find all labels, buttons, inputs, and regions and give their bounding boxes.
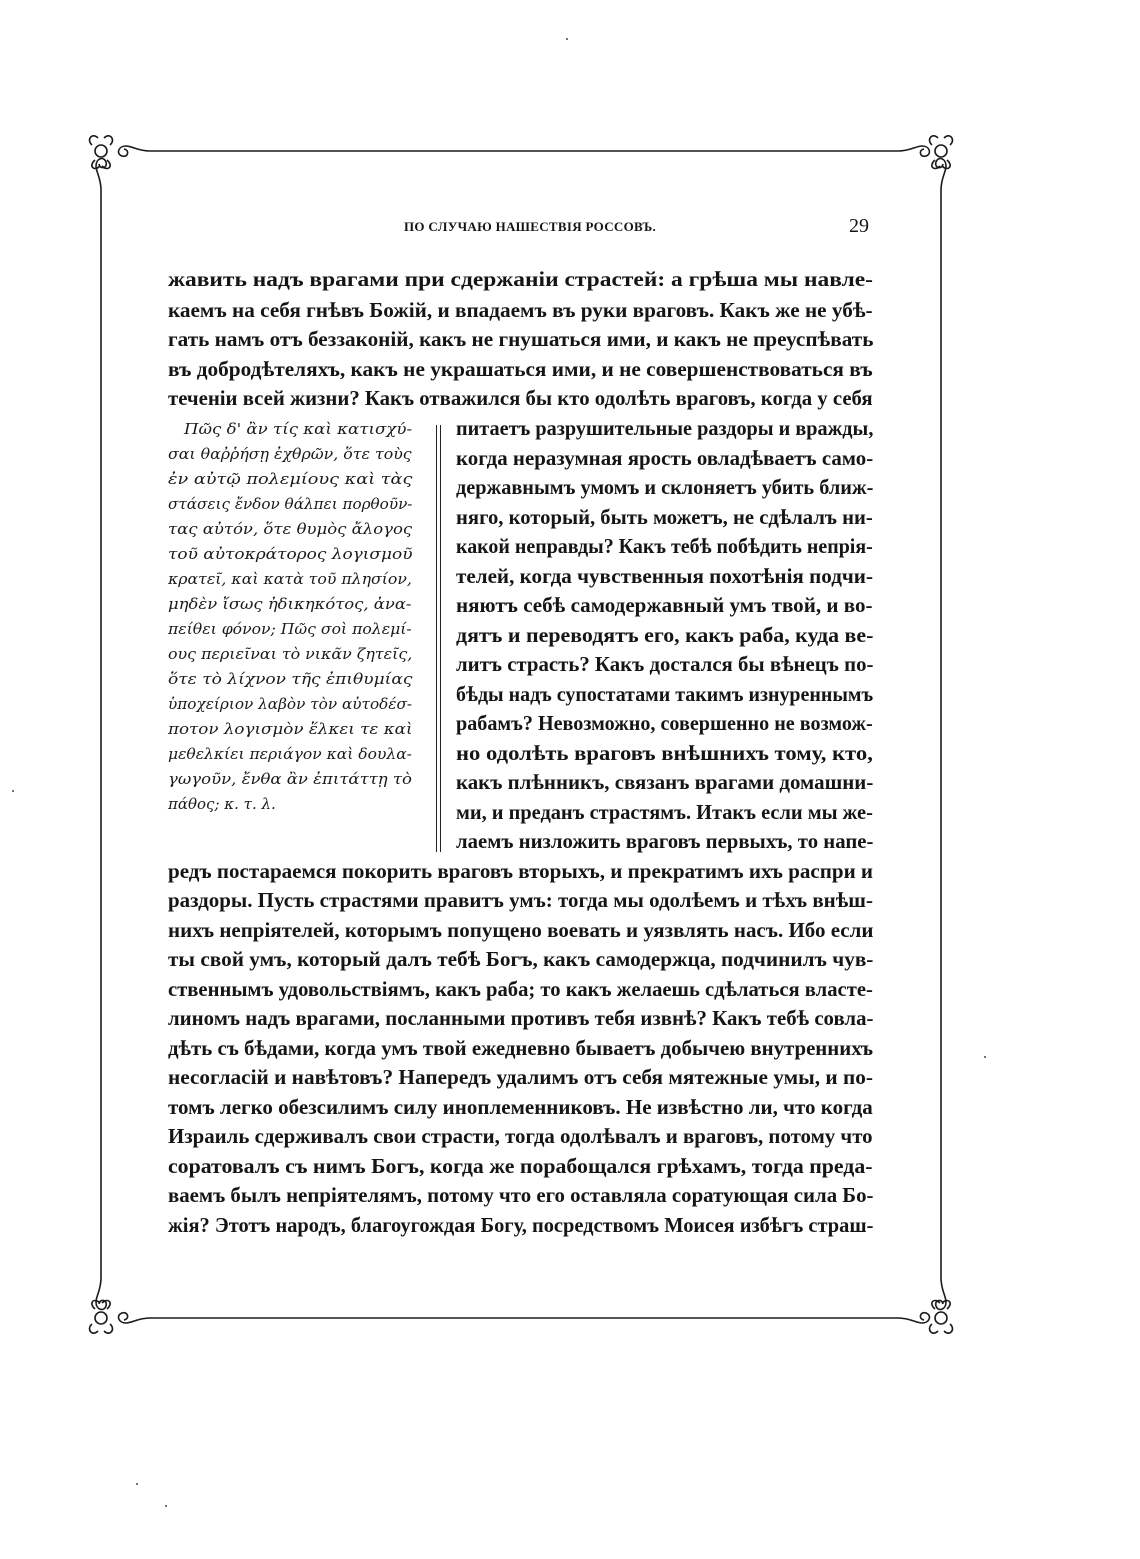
greek-text-line: πείθει φόνον; Πῶς σοὶ πολεμί- [168, 620, 412, 638]
greek-text-line: πάθος; κ. τ. λ. [168, 795, 276, 813]
scan-speck [12, 790, 14, 792]
text-line: ваемъ былъ непріятелямъ, потому что его оставляла соратующая сила Бо- [168, 1183, 874, 1207]
text-line: питаетъ разрушительные раздоры и вражды, [456, 416, 874, 440]
greek-text-line: τας αὐτόν, ὅτε θυμὸς ἄλογος [168, 520, 413, 538]
text-line: рабамъ? Невозможно, совершенно не возмож- [456, 711, 873, 735]
corner-flourish-top-left [90, 136, 150, 190]
text-line: каемъ на себя гнѣвъ Божій, и впадаемъ въ руки враговъ. Какъ же не убѣ- [168, 298, 873, 322]
greek-text-line: ποτον λογισμὸν ἕλκει τε καὶ [168, 720, 413, 738]
text-line: ми, и преданъ страстямъ. Итакъ если мы же- [456, 800, 873, 824]
text-line: раздоры. Пусть страстями правитъ умъ: тогда мы одолѣемъ и тѣхъ внѣш- [168, 888, 873, 912]
text-line: томъ легко обезсилимъ силу иноплеменниковъ. Не извѣстно ли, что когда [168, 1095, 873, 1119]
text-line: ственнымъ удовольствіямъ, какъ раба; то какъ желаешь сдѣлаться власте- [168, 977, 873, 1001]
corner-flourish-bottom-left [90, 1278, 150, 1333]
text-line: гать намъ отъ беззаконій, какъ не гнушаться ими, и какъ не преуспѣвать [168, 327, 874, 351]
scan-speck [136, 1483, 138, 1485]
text-line: но одолѣть враговъ внѣшнихъ тому, кто, [456, 741, 873, 765]
greek-text-line: τοῦ αὐτοκράτορος λογισμοῦ [168, 545, 413, 563]
greek-text-line: γωγοῦν, ἔνθα ἂν ἐπιτάττῃ τὸ [168, 770, 412, 788]
text-line: няго, который, быть можетъ, не сдѣлалъ ни- [456, 505, 873, 529]
scan-speck [566, 38, 568, 40]
text-line: телей, когда чувственныя похотѣнія подчи- [456, 564, 873, 588]
greek-text-line: ὑποχείριον λαβὸν τὸν αὐτοδέσ- [168, 695, 413, 713]
greek-text-line: σαι θαῤῥήσῃ ἐχθρῶν, ὅτε τοὺς [168, 445, 412, 463]
text-line: дятъ и переводятъ его, какъ раба, куда ве- [456, 623, 874, 647]
text-line: когда неразумная ярость овладѣваетъ само- [456, 446, 874, 470]
greek-text-line: ἐν αὐτῷ πολεμίους καὶ τὰς [168, 470, 413, 488]
scan-speck [984, 1056, 986, 1058]
text-line: Израиль сдерживалъ свои страсти, тогда одолѣвалъ и враговъ, потому что [168, 1124, 873, 1148]
text-line: линомъ надъ врагами, посланными противъ тебя извнѣ? Какъ тебѣ совла- [168, 1006, 874, 1030]
running-header-title: ПО СЛУЧАЮ НАШЕСТВІЯ РОССОВЪ. [404, 219, 657, 234]
text-line: державнымъ умомъ и склоняетъ убить ближ- [456, 475, 874, 499]
text-line: нихъ непріятелей, которымъ попущено воевать и уязвлять насъ. Ибо если [168, 918, 874, 942]
scan-speck [165, 1505, 167, 1507]
text-line: какой неправды? Какъ тебѣ побѣдить непрія- [456, 534, 873, 558]
text-line: въ добродѣтеляхъ, какъ не украшаться ими, и не совершенствоваться въ [168, 357, 873, 381]
corner-flourish-top-right [898, 136, 952, 190]
text-line: редъ постараемся покорить враговъ вторыхъ, и прекратимъ ихъ распри и [168, 859, 874, 883]
text-line: ты свой умъ, который далъ тебѣ Богъ, какъ самодержца, подчинилъ чув- [168, 947, 874, 971]
text-line: лаемъ низложить враговъ первыхъ, то напе- [456, 829, 874, 853]
text-line: соратовалъ съ нимъ Богъ, когда же порабощался грѣхамъ, тогда преда- [168, 1154, 873, 1178]
greek-text-line: ὅτε τὸ λίχνον τῆς ἐπιθυμίας [168, 670, 413, 688]
greek-text-line: ους περιεῖναι τὸ νικᾶν ζητεῖς, [168, 645, 413, 663]
greek-text-line: στάσεις ἔνδον θάλπει πορθοῦν- [168, 495, 413, 513]
greek-text-line: κρατεῖ, καὶ κατὰ τοῦ πλησίον, [168, 570, 412, 588]
text-line: литъ страсть? Какъ достался бы вѣнецъ по- [456, 652, 874, 676]
text-line: няютъ себѣ самодержавный умъ твой, и во- [456, 593, 873, 617]
text-line: несогласій и навѣтовъ? Напередъ удалимъ отъ себя мятежные умы, и по- [168, 1065, 873, 1089]
text-line: теченіи всей жизни? Какъ отважился бы кто одолѣть враговъ, когда у себя [168, 386, 873, 410]
column-divider [436, 425, 442, 852]
text-line: жавить надъ врагами при сдержаніи страстей: а грѣша мы навле- [168, 267, 873, 291]
text-line: жія? Этотъ народъ, благоугождая Богу, посредствомъ Моисея избѣгъ страш- [168, 1213, 874, 1237]
page-number: 29 [849, 215, 869, 237]
greek-text-line: μεθελκίει περιάγον καὶ δουλα- [168, 745, 412, 763]
text-line: какъ плѣнникъ, связанъ врагами домашни- [456, 770, 874, 794]
text-line: дѣть съ бѣдами, когда умъ твой ежедневно бываетъ добычею внутреннихъ [168, 1036, 874, 1060]
text-line: бѣды надъ супостатами такимъ изнуреннымъ [456, 682, 874, 706]
corner-flourish-bottom-right [898, 1278, 952, 1333]
greek-text-line: μηδὲν ἴσως ἠδικηκότος, ἀνα- [168, 595, 412, 613]
greek-text-line: Πῶς δ' ἂν τίς καὶ κατισχύ- [184, 420, 413, 438]
